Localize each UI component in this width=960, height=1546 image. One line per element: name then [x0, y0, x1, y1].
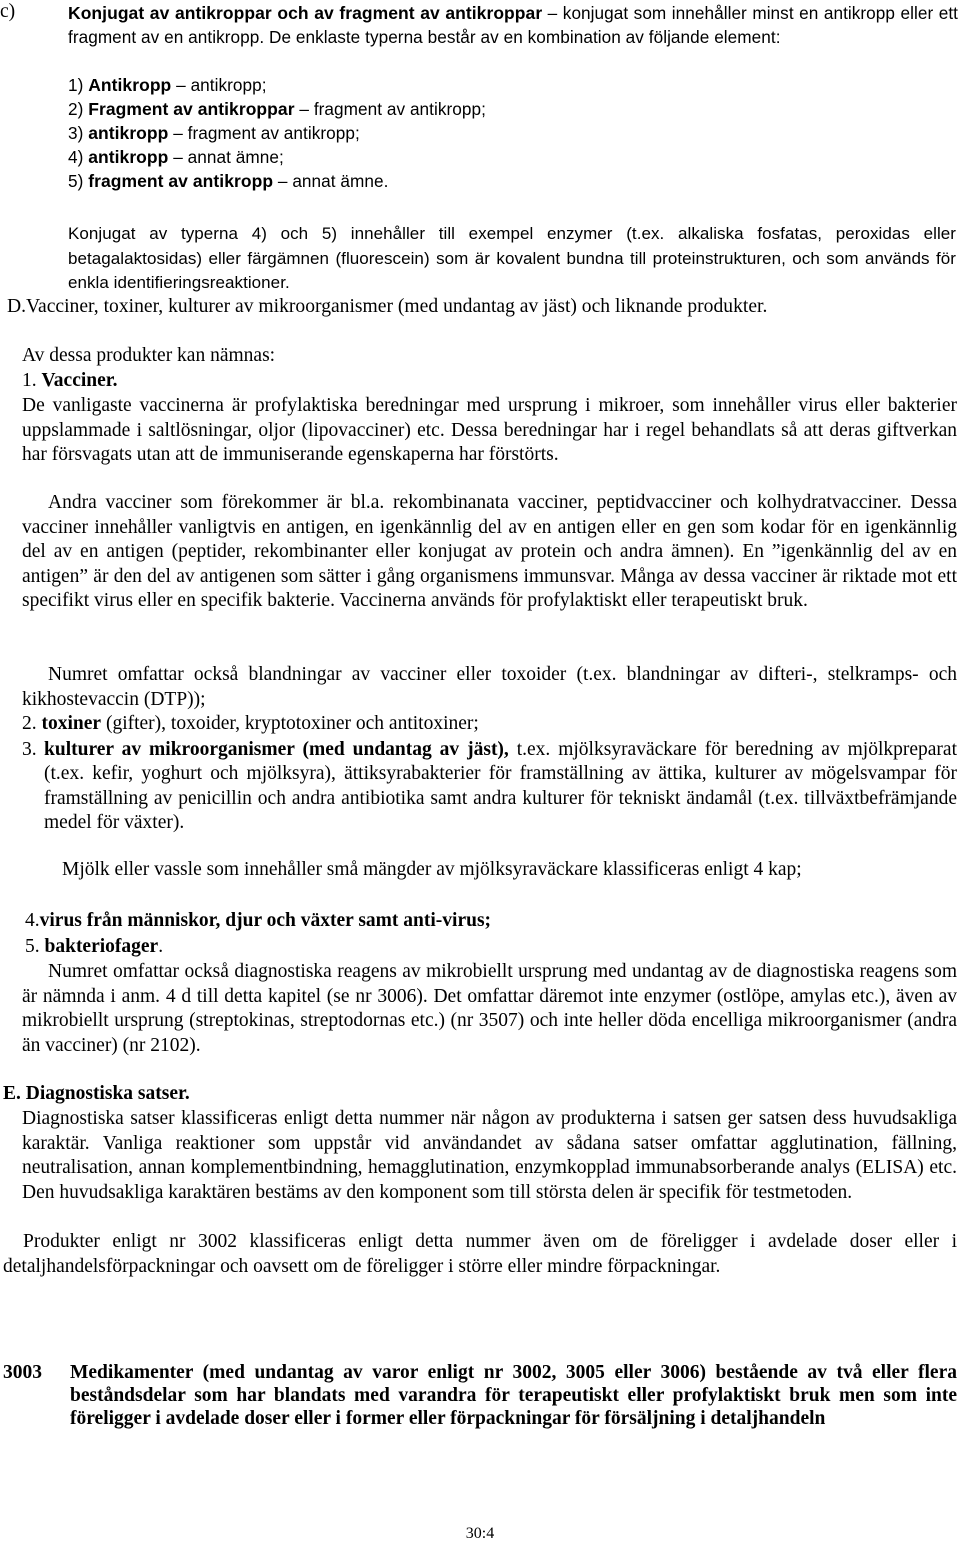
- section-c-intro-text: – konjugat som innehåller minst en antikropp eller ett fragment av en antikropp. De enklaste typerna består av en kombination av följande element:: [68, 3, 958, 47]
- heading-3003-text: Medikamenter (med undantag av varor enligt nr 3002, 3005 eller 3006) bestående av två eller flera beståndsdelar som har blandats med varandra för terapeutiskt eller profylaktiskt bruk men som inte föreligger i avdelade doser eller i former eller förpackningar för försäljning i detaljhandeln: [70, 1362, 957, 1429]
- heading-code: 3003: [3, 1362, 42, 1383]
- list-item-term: Antikropp: [88, 75, 172, 95]
- list-item-text: – fragment av antikropp;: [168, 123, 360, 143]
- vacciner-paragraph-3: Numret omfattar också blandningar av vacciner eller toxoider (t.ex. blandningar av difteri-, stelkramps- och kikhostevaccin (DTP));: [22, 664, 957, 710]
- list-item: [68, 73, 948, 97]
- list-item-term: toxiner: [41, 713, 102, 734]
- list-item-term: Fragment av antikroppar: [88, 99, 295, 119]
- element-list: [68, 73, 948, 193]
- list-item-text: – antikropp;: [171, 75, 267, 95]
- list-item: [68, 121, 948, 145]
- conjugate-paragraph: Konjugat av typerna 4) och 5) innehåller till exempel enzymer (t.ex. alkaliska fosfatas, peroxidas eller betagalaktosidas) eller färgämnen (fluorescein) som är kovalent bundna till proteinstrukturen, och som används för enkla identifieringsreaktioner.: [68, 224, 956, 292]
- section-c-marker: c): [0, 1, 16, 22]
- list-item-term: antikropp: [88, 123, 169, 143]
- list-item-term: kulturer av mikroorganismer (med undantag av jäst),: [44, 739, 509, 760]
- list-item-text: – annat ämne;: [168, 147, 284, 167]
- list-item-term: Vacciner.: [41, 370, 118, 391]
- section-d-closing: Numret omfattar också diagnostiska reagens av mikrobiellt ursprung med undantag av de diagnostiska reagens som är nämnda i anm. 4 d till detta kapitel (se nr 3006). Det omfattar däremot inte enzymer (ostlöpe, amylas etc.), även av mikrobiellt ursprung (streptokinas, streptodornas etc.) (nr 3507) och inte heller döda encelliga mikroorganismer (andra än vacciner) (nr 2102).: [22, 961, 957, 1056]
- list-item-number: 5.: [25, 936, 45, 957]
- section-d-sub: Av dessa produkter kan nämnas:: [22, 345, 276, 366]
- list-item: [68, 97, 948, 121]
- list-item-number: 3): [68, 123, 89, 143]
- list-item-term: virus från människor, djur och växter samt anti-virus;: [39, 910, 492, 931]
- vacciner-paragraph-2: Andra vacciner som förekommer är bl.a. rekombinanata vacciner, peptidvacciner och kolhydratvacciner. Dessa vacciner innehåller vanligtvis en antigen, en igenkännlig del av en antigen eller en gen som kodar för en igenkännlig del av en antigen (peptider, rekombinanter eller konjugat av protein och andra ämnen). En ”igenkännlig del av en antigen” är den del av antigenen som sätter i gång organismens immunsvar. Många av dessa vacciner är riktade mot ett specifikt virus eller en specifik bakterie. Vaccinerna används för profylaktiskt eller terapeutiskt bruk.: [22, 492, 957, 612]
- list-item-number: 2.: [22, 713, 42, 734]
- vacciner-paragraph-1: De vanligaste vaccinerna är profylaktiska beredningar med ursprung i mikroer, som innehåller virus eller bakterier uppslammade i saltlösningar, oljor (lipovacciner) etc. Dessa beredningar har i regel behandlats så att deras giftverkan har försvagats utan att de immuniserande egenskaperna har förstörts.: [22, 395, 957, 465]
- list-item-number: 4): [68, 147, 89, 167]
- section-e-paragraph-2: Produkter enligt nr 3002 klassificeras enligt detta nummer även om de föreligger i avdelade doser eller i detaljhandelsförpackningar och oavsett om de föreligger i större eller mindre förpackningar.: [3, 1231, 957, 1277]
- virus-item: [25, 909, 955, 933]
- list-item-text: – fragment av antikropp;: [294, 99, 486, 119]
- list-item-text: .: [158, 936, 164, 957]
- bakteriofager-item: [25, 935, 955, 959]
- section-e-title: E. Diagnostiska satser.: [3, 1083, 190, 1104]
- toxiner-item: [22, 712, 957, 736]
- list-item-number: 4.: [25, 910, 40, 931]
- heading-3003-code: [3, 1361, 63, 1385]
- page-number: 30:4: [465, 1525, 495, 1542]
- section-c-intro: [68, 1, 958, 49]
- section-e-heading: [3, 1082, 903, 1106]
- list-item: [68, 169, 948, 193]
- list-item-term: fragment av antikropp: [88, 171, 274, 191]
- list-item-number: 1.: [22, 370, 42, 391]
- list-item-term: bakteriofager: [44, 936, 159, 957]
- list-item-number: 1): [68, 75, 89, 95]
- list-item-term: antikropp: [88, 147, 169, 167]
- section-e-paragraph-1: Diagnostiska satser klassificeras enligt detta nummer när någon av produkterna i satsen ger satsen dess huvudsakliga karaktär. Vanliga reaktioner som uppstår vid användandet av sådana satser omfattar agglutination, fällning, neutralisation, annan komplementbindning, hemagglutination, enzymkopplad immunabsorberande analys (ELISA) etc. Den huvudsakliga karaktären bestäms av den komponent som till största delen är specifik för testmetoden.: [22, 1108, 957, 1203]
- list-item-text: – annat ämne.: [273, 171, 389, 191]
- list-item-number: 5): [68, 171, 89, 191]
- kulturer-note: Mjölk eller vassle som innehåller små mängder av mjölksyraväckare klassificeras enligt 4 kap;: [62, 859, 802, 880]
- list-item-number: 3.: [22, 739, 37, 760]
- section-d-heading: D.Vacciner, toxiner, kulturer av mikroorganismer (med undantag av jäst) och liknande produkter.: [7, 296, 768, 317]
- list-item-text: t.ex. mjölksyraväckare för beredning av mjölkpreparat (t.ex. kefir, yoghurt och mjölksyra), ättiksyrabakterier för framställning av ättika, kulturer av mögelsvampar för framställning av penicillin och andra antibiotika samt andra kulturer för tekniskt ändamål (t.ex. tillväxtbefrämjande medel för växter).: [44, 739, 958, 834]
- vacciner-item: [22, 369, 922, 393]
- list-item: [68, 145, 948, 169]
- section-c-title: Konjugat av antikroppar och av fragment av antikroppar: [68, 3, 543, 23]
- list-item-text: (gifter), toxoider, kryptotoxiner och antitoxiner;: [101, 713, 479, 734]
- list-item-number: 2): [68, 99, 89, 119]
- list-item-body: [44, 738, 957, 836]
